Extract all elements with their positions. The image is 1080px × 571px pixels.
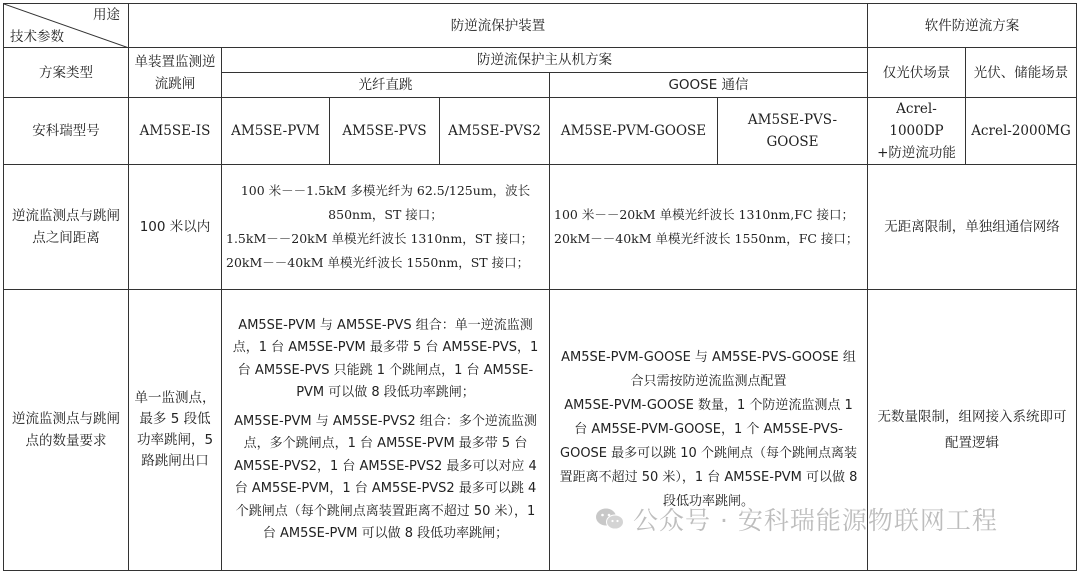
model-acrel-2000mg: Acrel-2000MG (966, 98, 1077, 165)
goose-quantity-para1: AM5SE-PVM-GOOSE 与 AM5SE-PVS-GOOSE 组合只需按防逆流监测点配置 (561, 350, 856, 389)
software-quantity: 无数量限制，组网接入系统即可配置逻辑 (868, 290, 1077, 571)
model-am5se-pvs: AM5SE-PVS (330, 98, 440, 165)
fiber-distance-cell (222, 165, 550, 290)
fiber-distance-line2: 1.5kM－－20kM 单模光纤波长 1310nm，ST 接口； (226, 231, 534, 246)
fiber-quantity-para1: AM5SE-PVM 与 AM5SE-PVS 组合：单一逆流监测点，1 台 AM5SE-PVM 最多带 5 台 AM5SE-PVS，1 台 AM5SE-PVS 只能跳 1 个跳闸点，1 台 AM5SE-PVM 可以做 8 段低功率跳闸； (232, 317, 539, 400)
fiber-direct-trip: 光纤直跳 (222, 73, 550, 98)
fiber-distance-line3: 20kM－－40kM 单模光纤波长 1550nm，ST 接口； (226, 255, 530, 270)
goose-distance-line2: 20kM－－40kM 单模光纤波长 1550nm，FC 接口； (554, 231, 859, 246)
single-distance: 100 米以内 (129, 165, 222, 290)
fiber-distance-line1a: 100 米－－1.5kM 多模光纤为 62.5/125um，波长 (240, 183, 531, 198)
goose-distance-line1: 100 米－－20kM 单模光纤波长 1310nm,FC 接口； (554, 207, 854, 222)
single-device-plan: 单装置监测逆流跳闸 (129, 48, 222, 98)
watermark (595, 500, 998, 538)
quantity-label: 逆流监测点与跳闸点的数量要求 (4, 290, 129, 571)
table-row (4, 48, 1077, 73)
goose-communication: GOOSE 通信 (550, 73, 868, 98)
model-acrel-1000dp-line1: Acrel-1000DP (889, 101, 944, 139)
pv-storage-scene: 光伏、储能场景 (966, 48, 1077, 98)
anti-reverse-device-header: 防逆流保护装置 (129, 4, 868, 48)
model-am5se-pvm-goose: AM5SE-PVM-GOOSE (550, 98, 718, 165)
tech-params-label: 技术参数 (10, 29, 64, 45)
model-am5se-pvs2: AM5SE-PVS2 (440, 98, 550, 165)
master-slave-plan: 防逆流保护主从机方案 (222, 48, 868, 73)
fiber-quantity-para2: AM5SE-PVM 与 AM5SE-PVS2 组合：多个逆流监测点，多个跳闸点，1 台 AM5SE-PVM 最多带 5 台 AM5SE-PVS2，1 台 AM5SE-PVS2 最多可以对应 4 台 AM5SE-PVM，1 台 AM5SE-PVS2 最多可以跳 4 个跳闸点（每个跳闸点离装置距离不超过 50 米），1 台 AM5SE-PVM 可以做 8 段低功率跳闸； (234, 413, 537, 541)
software-distance: 无距离限制，单独组通信网络 (868, 165, 1077, 290)
diagonal-header-cell (4, 4, 129, 48)
model-acrel-1000dp (868, 98, 966, 165)
model-am5se-pvm: AM5SE-PVM (222, 98, 330, 165)
fiber-distance-line1b: 850nm，ST 接口； (328, 207, 443, 222)
wechat-icon (595, 507, 625, 531)
goose-distance-cell (550, 165, 868, 290)
table-header-row (4, 4, 1077, 48)
table-row (4, 98, 1077, 165)
software-solution-header: 软件防逆流方案 (868, 4, 1077, 48)
table-row (4, 165, 1077, 290)
watermark-text: 公众号 · 安科瑞能源物联网工程 (633, 506, 998, 535)
distance-label: 逆流监测点与跳闸点之间距离 (4, 165, 129, 290)
usage-label: 用途 (93, 7, 120, 23)
plan-type-label: 方案类型 (4, 48, 129, 98)
model-acrel-1000dp-line2: +防逆流功能 (877, 145, 956, 161)
goose-quantity-para2: AM5SE-PVM-GOOSE 数量，1 个防逆流监测点 1 台 AM5SE-PVM-GOOSE，1 个 AM5SE-PVS-GOOSE 最多可以跳 10 个跳闸点（每个跳闸点离装置距离不超过 50 米），1 台 AM5SE-PVM 可以做 8 段低功率跳闸。 (559, 398, 858, 509)
comparison-table (3, 3, 1077, 571)
fiber-quantity-cell (222, 290, 550, 571)
model-am5se-pvs-goose: AM5SE-PVS-GOOSE (718, 98, 868, 165)
model-label: 安科瑞型号 (4, 98, 129, 165)
model-am5se-is: AM5SE-IS (129, 98, 222, 165)
single-quantity: 单一监测点，最多 5 段低功率跳闸，5 路跳闸出口 (129, 290, 222, 571)
pv-only-scene: 仅光伏场景 (868, 48, 966, 98)
